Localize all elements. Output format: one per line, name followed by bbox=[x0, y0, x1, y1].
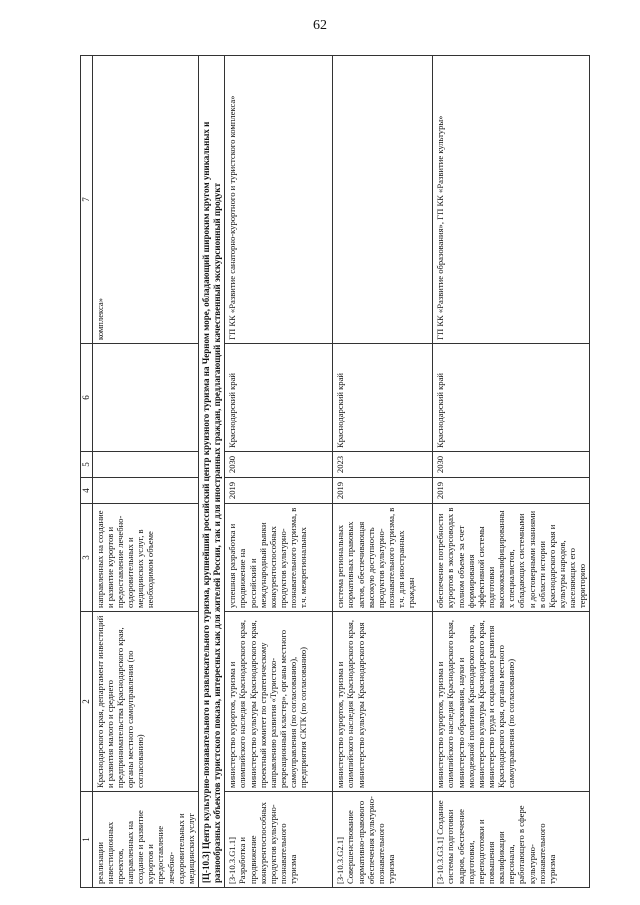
cell-end-year: 2030 bbox=[433, 452, 590, 478]
cell-start-year bbox=[92, 478, 198, 504]
cell-result: направленных на создание и развитие курортов и предоставление лечебно-оздоровительных и медицинских услуг, в необходимом объеме bbox=[92, 504, 198, 612]
cell-task: реализации инвестиционных проектов, направленных на создание и развитие курортов и предоставление лечебно-оздоровительных и медицинских услуг bbox=[92, 792, 198, 888]
cell-task: [З-10.3.G1.1] Разработка и продвижение конкурентоспособных продуктов культурно-познавательного туризма bbox=[225, 792, 333, 888]
plan-table bbox=[80, 55, 590, 888]
cell-end-year: 2030 bbox=[225, 452, 333, 478]
cell-start-year: 2019 bbox=[433, 478, 590, 504]
cell-start-year: 2019 bbox=[225, 478, 333, 504]
table-row bbox=[433, 56, 590, 888]
cell-program bbox=[333, 56, 433, 344]
cell-program: ГП КК «Развитие санаторно-курортного и туристского комплекса» bbox=[225, 56, 333, 344]
cell-start-year: 2019 bbox=[333, 478, 433, 504]
col-header-7: 7 bbox=[81, 56, 93, 344]
col-header-2: 2 bbox=[81, 612, 93, 792]
section-title: [Ц-10.3] Центр культурно-познавательного и развлекательного туризма, крупнейший российский центр круизного туризма на Черном море, обладающий широким кругом уникальных и разнообразных объектов туристского показа, интересных как для жителей России, так и для иностранных граждан, предлагающий качественный экскурсионный продукт bbox=[199, 56, 225, 888]
cell-program: комплекса» bbox=[92, 56, 198, 344]
col-header-3: 3 bbox=[81, 504, 93, 612]
cell-result: система региональных нормативных правовых актов, обеспечивающая высокую доступность продуктов культурно-познавательного туризма, в т.ч. для иностранных граждан bbox=[333, 504, 433, 612]
cell-territory: Краснодарский край bbox=[433, 344, 590, 452]
cell-program: ГП КК «Развитие образования», ГП КК «Развитие культуры» bbox=[433, 56, 590, 344]
cell-end-year bbox=[92, 452, 198, 478]
col-header-1: 1 bbox=[81, 792, 93, 888]
cell-territory: Краснодарский край bbox=[333, 344, 433, 452]
cell-executors: министерство курортов, туризма и олимпийского наследия Краснодарского края, министерство образования, науки и молодежной политики Краснодарского края, министерство культуры Краснодарского края, министерство труда и социального развития Краснодарского края, органы местного самоуправления (по согласованию) bbox=[433, 612, 590, 792]
table-row bbox=[225, 56, 333, 888]
col-header-4: 4 bbox=[81, 478, 93, 504]
rotated-table-wrapper bbox=[80, 56, 588, 888]
cell-territory: Краснодарский край bbox=[225, 344, 333, 452]
cell-end-year: 2023 bbox=[333, 452, 433, 478]
cell-result: обеспечение потребности курортов в экскурсоводах в полном объеме за счет формирования эффективной системы подготовки высококвалифицированных специалистов, обладающих системными и достоверными знаниями в области истории Краснодарского края и культуры народов, населяющих его территорию bbox=[433, 504, 590, 612]
cell-executors: министерство курортов, туризма и олимпийского наследия Краснодарского края, министерство культуры Краснодарского края bbox=[333, 612, 433, 792]
section-row bbox=[199, 56, 225, 888]
cell-executors: Краснодарского края, департамент инвестиций и развития малого и среднего предпринимательства Краснодарского края, органы местного самоуправления (по согласованию) bbox=[92, 612, 198, 792]
cell-territory bbox=[92, 344, 198, 452]
col-header-6: 6 bbox=[81, 344, 93, 452]
page-number: 62 bbox=[313, 18, 327, 33]
column-number-row bbox=[81, 56, 93, 888]
cell-result: успешная разработка и продвижение на российский и международный рынки конкурентоспособных продуктов культурно-познавательного туризма, в т.ч. межрегиональных bbox=[225, 504, 333, 612]
cell-executors: министерство курортов, туризма и олимпийского наследия Краснодарского края, министерство культуры Краснодарского края, проектный комитет по стратегическому направлению развития «Туристско-рекреационный кластер», органы местного самоуправления (по согласованию), предприятия СКТК (по согласованию) bbox=[225, 612, 333, 792]
cell-task: [З-10.3.G2.1] Совершенствование нормативно-правового обеспечения культурно-познавательного туризма bbox=[333, 792, 433, 888]
cell-task: [З-10.3.G3.1] Создание системы подготовки кадров, обеспечение подготовки, переподготовки и повышения квалификации персонала, работающего в сфере культурно-познавательного туризма bbox=[433, 792, 590, 888]
table-row bbox=[92, 56, 198, 888]
col-header-5: 5 bbox=[81, 452, 93, 478]
table-row bbox=[333, 56, 433, 888]
